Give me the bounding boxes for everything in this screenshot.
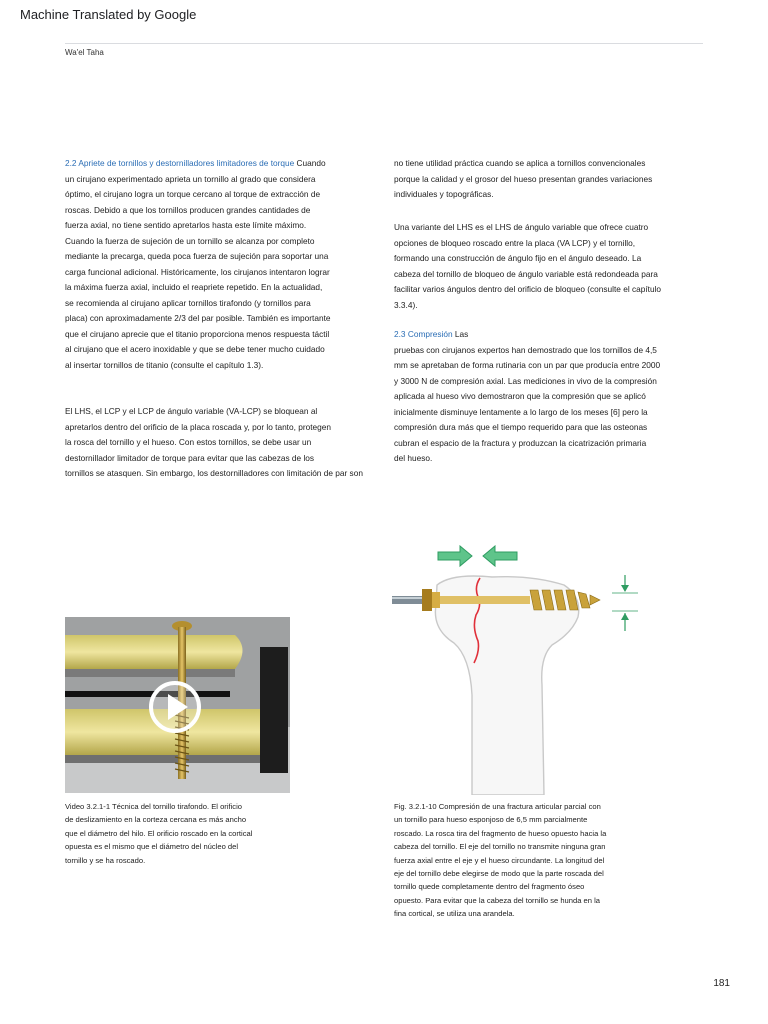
line: tornillos se atasquen. Sin embargo, los destornilladores con limitación de par son	[65, 468, 363, 478]
line: y 3000 N de compresión axial. Las mediciones in vivo de la compresión	[394, 375, 657, 386]
caption-line: roscado. La rosca tira del fragmento de hueso opuesto hacia la	[394, 828, 607, 838]
line: la rosca del tornillo y el hueso. Con estos tornillos, se debe usar un	[65, 437, 312, 447]
line: no tiene utilidad práctica cuando se aplica a tornillos convencionales	[394, 158, 646, 168]
line: cabeza del tornillo de bloqueo de ángulo variable está redondeada para	[394, 268, 658, 279]
line: 3.3.4).	[394, 299, 418, 310]
line: pruebas con cirujanos expertos han demostrado que los tornillos de 4,5	[394, 344, 657, 355]
caption-line: tornillo quede completamente dentro del fragmento óseo	[394, 882, 585, 892]
line: al insertar tornillos de titanio (consulte el capítulo 1.3).	[65, 359, 264, 370]
fracture-compression-figure	[392, 545, 642, 795]
line: mm se apretaban de forma rutinaria con un par que producía entre 2000	[394, 360, 661, 370]
line: se recomienda al cirujano aplicar tornillos tirafondo (y tornillos para	[65, 297, 311, 308]
line: placa) con aproximadamente 2/3 del par posible. También es importante	[65, 313, 331, 323]
line: Cuando la fuerza de sujeción de un tornillo se alcanza por completo	[65, 235, 315, 246]
line-text: Las	[452, 329, 469, 339]
line: apretarlos dentro del orificio de la placa roscada y, por lo tanto, protegen	[65, 421, 331, 432]
line: facilitar varios ángulos dentro del orificio de bloqueo (consulte el capítulo	[394, 284, 662, 294]
section-2-3-paragraph	[394, 327, 709, 467]
line: compresión dura más que el tiempo requerido para que las osteonas	[394, 422, 648, 432]
line: un cirujano experimentado aprieta un tornillo al grado que considera	[65, 173, 316, 184]
caption-line: opuesto. Para evitar que la cabeza del tornillo se hunda en la	[394, 895, 601, 905]
line: que el cirujano aprecie que el titanio proporciona menos respuesta táctil	[65, 328, 330, 339]
line-text: Cuando	[294, 158, 326, 168]
line: la máxima fuerza axial, incluido el reapriete repetido. En la actualidad,	[65, 282, 323, 292]
line: del hueso.	[394, 453, 433, 463]
header-divider	[65, 43, 703, 44]
line: fuerza axial, no tiene sentido apretarlos hasta este límite máximo.	[65, 220, 307, 230]
va-lhs-paragraph	[394, 220, 709, 313]
caption-line: de deslizamiento en la corteza cercana es más ancho	[65, 815, 247, 825]
lhs-paragraph	[65, 404, 415, 482]
line: individuales y topográficas.	[394, 189, 494, 199]
line: opciones de bloqueo roscado entre la placa (VA LCP) y el tornillo,	[394, 237, 636, 248]
line: carga funcional adicional. Históricamente, los cirujanos intentaron lograr	[65, 266, 330, 277]
caption-line: eje del tornillo debe elegirse de modo que la parte roscada del	[394, 869, 604, 879]
line: mediante la precarga, queda poca fuerza de sujeción para soportar una	[65, 251, 329, 261]
line	[65, 156, 385, 172]
line: aplicada al hueso vivo demostraron que la compresión que se aplicó	[394, 391, 646, 401]
arrow-left-icon	[483, 546, 517, 566]
video-thumbnail[interactable]	[65, 617, 290, 793]
line: formando una construcción de ángulo fijo en el ángulo deseado. La	[394, 253, 642, 263]
video-caption	[65, 800, 290, 867]
machine-translated-header: Machine Translated by Google	[20, 7, 197, 22]
caption-line: cabeza del tornillo. El eje del tornillo no transmite ninguna gran	[394, 842, 606, 852]
bone-screw-illustration	[392, 545, 642, 795]
torque-limiter-paragraph	[394, 156, 709, 203]
line: inicialmente disminuye lentamente a lo largo de los meses [6] pero la	[394, 406, 648, 417]
line: roscas. Debido a que los tornillos producen grandes cantidades de	[65, 204, 311, 215]
play-icon[interactable]	[147, 679, 203, 735]
section-2-3-heading: 2.3 Compresión	[394, 329, 453, 339]
figure-caption	[394, 800, 644, 921]
caption-line: Fig. 3.2.1-10 Compresión de una fractura articular parcial con	[394, 802, 601, 811]
line	[394, 327, 709, 343]
line: Una variante del LHS es el LHS de ángulo variable que ofrece cuatro	[394, 222, 649, 232]
caption-line: tornillo y se ha roscado.	[65, 855, 146, 865]
caption-line: un tornillo para hueso esponjoso de 6,5 mm parcialmente	[394, 815, 588, 825]
section-2-2-heading: 2.2 Apriete de tornillos y destornilladores limitadores de torque	[65, 158, 295, 168]
line: óptimo, el cirujano logra un torque cercano al torque de extracción de	[65, 189, 321, 199]
line: cubran el espacio de la fractura y produzcan la cicatrización primaria	[394, 437, 647, 448]
caption-line: opuesta es el mismo que el diámetro del núcleo del	[65, 842, 239, 852]
line: destornillador limitador de torque para evitar que las cabezas de los	[65, 452, 315, 463]
caption-line: fuerza axial entre el eje y el hueso circundante. La longitud del	[394, 855, 605, 865]
caption-line: Video 3.2.1-1 Técnica del tornillo tirafondo. El orificio	[65, 802, 243, 811]
section-2-2-paragraph	[65, 156, 385, 373]
page-number: 181	[713, 978, 730, 989]
author-name: Wa'el Taha	[65, 48, 104, 57]
caption-line: que el diámetro del hilo. El orificio roscado en la cortical	[65, 828, 253, 838]
arrow-right-icon	[438, 546, 472, 566]
line: al cirujano que el acero inoxidable y que se debe tener mucho cuidado	[65, 344, 325, 354]
caption-line: fina cortical, se utiliza una arandela.	[394, 909, 515, 919]
line: porque la calidad y el grosor del hueso presentan grandes variaciones	[394, 173, 653, 184]
line: El LHS, el LCP y el LCP de ángulo variable (VA-LCP) se bloquean al	[65, 406, 318, 416]
